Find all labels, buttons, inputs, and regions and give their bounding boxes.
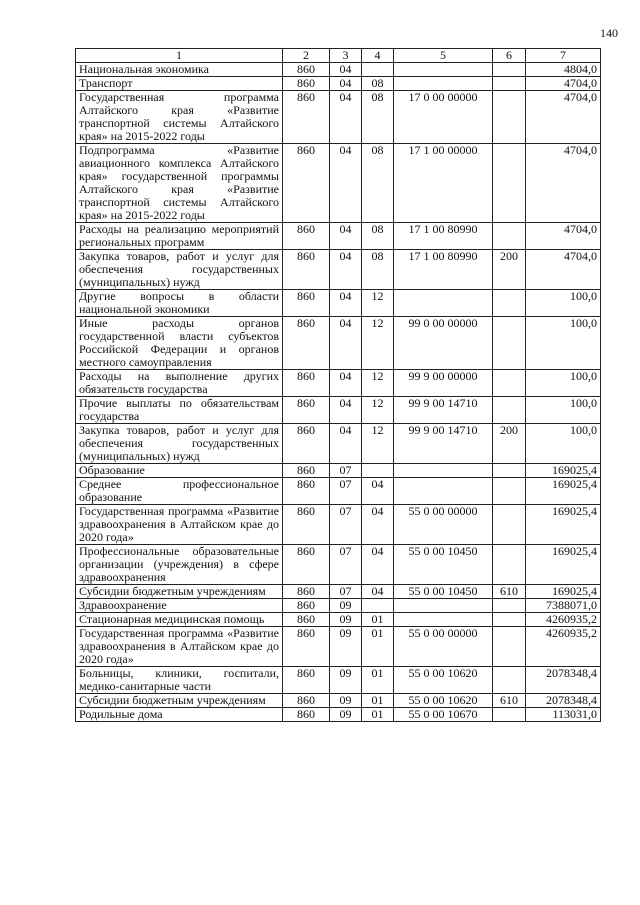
amount-cell: 4704,0 [526,250,601,290]
row-name-cell: Среднее профессиональное образование [76,478,283,505]
target-article-cell [394,63,493,77]
ministry-code-cell: 860 [283,250,330,290]
section-code-cell: 04 [330,223,362,250]
column-header: 4 [362,49,394,63]
expense-type-cell [493,397,526,424]
section-code-cell: 07 [330,545,362,585]
section-code-cell: 04 [330,317,362,370]
table-row [76,585,601,599]
ministry-code-cell: 860 [283,613,330,627]
column-header: 6 [493,49,526,63]
section-code-cell: 04 [330,370,362,397]
column-header: 1 [76,49,283,63]
row-name-cell: Профессиональные образовательные организации (учреждения) в сфере здравоохранения [76,545,283,585]
expense-type-cell [493,144,526,223]
ministry-code-cell: 860 [283,223,330,250]
target-article-cell [394,478,493,505]
subsection-code-cell: 12 [362,397,394,424]
target-article-cell: 55 0 00 10450 [394,585,493,599]
subsection-code-cell: 12 [362,424,394,464]
ministry-code-cell: 860 [283,77,330,91]
section-code-cell: 04 [330,144,362,223]
expense-type-cell [493,370,526,397]
row-name-cell: Закупка товаров, работ и услуг для обеспечения государственных (муниципальных) нужд [76,424,283,464]
target-article-cell: 99 9 00 00000 [394,370,493,397]
target-article-cell: 99 0 00 00000 [394,317,493,370]
subsection-code-cell: 08 [362,77,394,91]
section-code-cell: 04 [330,397,362,424]
target-article-cell: 99 9 00 14710 [394,424,493,464]
column-number-row [76,49,601,63]
section-code-cell: 09 [330,667,362,694]
ministry-code-cell: 860 [283,478,330,505]
row-name-cell: Транспорт [76,77,283,91]
section-code-cell: 07 [330,505,362,545]
table-row [76,397,601,424]
row-name-cell: Субсидии бюджетным учреждениям [76,694,283,708]
table-body [76,63,601,722]
section-code-cell: 04 [330,424,362,464]
amount-cell: 169025,4 [526,585,601,599]
expense-type-cell: 200 [493,250,526,290]
subsection-code-cell: 12 [362,317,394,370]
expense-type-cell [493,63,526,77]
ministry-code-cell: 860 [283,317,330,370]
amount-cell: 4704,0 [526,223,601,250]
target-article-cell [394,464,493,478]
subsection-code-cell: 08 [362,91,394,144]
subsection-code-cell [362,464,394,478]
ministry-code-cell: 860 [283,585,330,599]
row-name-cell: Государственная программа «Развитие здравоохранения в Алтайском крае до 2020 года» [76,627,283,667]
ministry-code-cell: 860 [283,505,330,545]
ministry-code-cell: 860 [283,370,330,397]
amount-cell: 4704,0 [526,144,601,223]
expense-type-cell [493,290,526,317]
table-row [76,708,601,722]
section-code-cell: 09 [330,627,362,667]
table-row [76,505,601,545]
ministry-code-cell: 860 [283,63,330,77]
amount-cell: 4804,0 [526,63,601,77]
amount-cell: 4260935,2 [526,613,601,627]
target-article-cell: 55 0 00 00000 [394,627,493,667]
column-header: 3 [330,49,362,63]
amount-cell: 4704,0 [526,77,601,91]
row-name-cell: Национальная экономика [76,63,283,77]
table-row [76,613,601,627]
subsection-code-cell: 04 [362,585,394,599]
subsection-code-cell: 12 [362,370,394,397]
amount-cell: 100,0 [526,397,601,424]
section-code-cell: 07 [330,464,362,478]
amount-cell: 169025,4 [526,478,601,505]
ministry-code-cell: 860 [283,424,330,464]
amount-cell: 100,0 [526,370,601,397]
ministry-code-cell: 860 [283,144,330,223]
target-article-cell [394,613,493,627]
column-header: 2 [283,49,330,63]
amount-cell: 4704,0 [526,91,601,144]
target-article-cell: 17 1 00 00000 [394,144,493,223]
row-name-cell: Больницы, клиники, госпитали, медико-санитарные части [76,667,283,694]
ministry-code-cell: 860 [283,599,330,613]
target-article-cell: 99 9 00 14710 [394,397,493,424]
expense-type-cell [493,317,526,370]
column-header: 7 [526,49,601,63]
table-row [76,290,601,317]
row-name-cell: Стационарная медицинская помощь [76,613,283,627]
expense-type-cell [493,627,526,667]
expense-type-cell [493,223,526,250]
section-code-cell: 09 [330,613,362,627]
section-code-cell: 04 [330,91,362,144]
amount-cell: 4260935,2 [526,627,601,667]
column-header: 5 [394,49,493,63]
section-code-cell: 09 [330,599,362,613]
target-article-cell [394,77,493,91]
table-row [76,91,601,144]
table-row [76,545,601,585]
row-name-cell: Государственная программа «Развитие здравоохранения в Алтайском крае до 2020 года» [76,505,283,545]
section-code-cell: 04 [330,63,362,77]
ministry-code-cell: 860 [283,667,330,694]
table-row [76,317,601,370]
amount-cell: 113031,0 [526,708,601,722]
subsection-code-cell: 01 [362,708,394,722]
expense-type-cell [493,599,526,613]
row-name-cell: Образование [76,464,283,478]
expense-type-cell [493,545,526,585]
subsection-code-cell: 01 [362,667,394,694]
ministry-code-cell: 860 [283,708,330,722]
expense-type-cell [493,77,526,91]
ministry-code-cell: 860 [283,91,330,144]
table-row [76,464,601,478]
table-row [76,77,601,91]
table-row [76,370,601,397]
table-row [76,478,601,505]
target-article-cell: 17 0 00 00000 [394,91,493,144]
ministry-code-cell: 860 [283,694,330,708]
target-article-cell: 55 0 00 00000 [394,505,493,545]
subsection-code-cell: 01 [362,627,394,667]
row-name-cell: Подпрограмма «Развитие авиационного комплекса Алтайского края» государственной программы Алтайского края «Развитие транспортной системы Алтайского края» на 2015-2022 годы [76,144,283,223]
amount-cell: 100,0 [526,317,601,370]
target-article-cell: 17 1 00 80990 [394,250,493,290]
amount-cell: 100,0 [526,290,601,317]
section-code-cell: 09 [330,694,362,708]
expense-type-cell: 610 [493,694,526,708]
section-code-cell: 04 [330,290,362,317]
subsection-code-cell: 08 [362,223,394,250]
ministry-code-cell: 860 [283,464,330,478]
target-article-cell [394,599,493,613]
ministry-code-cell: 860 [283,545,330,585]
ministry-code-cell: 860 [283,290,330,317]
amount-cell: 100,0 [526,424,601,464]
amount-cell: 169025,4 [526,464,601,478]
section-code-cell: 09 [330,708,362,722]
row-name-cell: Родильные дома [76,708,283,722]
expense-type-cell [493,667,526,694]
table-row [76,250,601,290]
row-name-cell: Иные расходы органов государственной власти субъектов Российской Федерации и органов местного самоуправления [76,317,283,370]
table-row [76,667,601,694]
table-row [76,424,601,464]
subsection-code-cell: 04 [362,505,394,545]
section-code-cell: 04 [330,77,362,91]
row-name-cell: Государственная программа Алтайского края «Развитие транспортной системы Алтайского края» на 2015-2022 годы [76,91,283,144]
subsection-code-cell: 04 [362,478,394,505]
expense-type-cell [493,478,526,505]
target-article-cell: 55 0 00 10450 [394,545,493,585]
expense-type-cell [493,91,526,144]
target-article-cell: 55 0 00 10620 [394,667,493,694]
subsection-code-cell: 04 [362,545,394,585]
table-row [76,223,601,250]
section-code-cell: 07 [330,478,362,505]
subsection-code-cell: 01 [362,694,394,708]
amount-cell: 2078348,4 [526,667,601,694]
ministry-code-cell: 860 [283,627,330,667]
row-name-cell: Субсидии бюджетным учреждениям [76,585,283,599]
row-name-cell: Закупка товаров, работ и услуг для обеспечения государственных (муниципальных) нужд [76,250,283,290]
expense-type-cell [493,464,526,478]
ministry-code-cell: 860 [283,397,330,424]
expense-type-cell [493,505,526,545]
amount-cell: 169025,4 [526,505,601,545]
subsection-code-cell: 08 [362,250,394,290]
row-name-cell: Прочие выплаты по обязательствам государства [76,397,283,424]
row-name-cell: Здравоохранение [76,599,283,613]
expense-type-cell [493,613,526,627]
target-article-cell: 55 0 00 10620 [394,694,493,708]
table-row [76,144,601,223]
table-row [76,599,601,613]
table-row [76,694,601,708]
amount-cell: 7388071,0 [526,599,601,613]
target-article-cell: 55 0 00 10670 [394,708,493,722]
amount-cell: 2078348,4 [526,694,601,708]
subsection-code-cell: 08 [362,144,394,223]
subsection-code-cell [362,599,394,613]
row-name-cell: Расходы на реализацию мероприятий региональных программ [76,223,283,250]
page-number: 140 [600,26,618,40]
section-code-cell: 07 [330,585,362,599]
table-row [76,63,601,77]
target-article-cell [394,290,493,317]
amount-cell: 169025,4 [526,545,601,585]
row-name-cell: Другие вопросы в области национальной экономики [76,290,283,317]
expense-type-cell: 610 [493,585,526,599]
subsection-code-cell: 12 [362,290,394,317]
table-row [76,627,601,667]
subsection-code-cell: 01 [362,613,394,627]
row-name-cell: Расходы на выполнение других обязательств государства [76,370,283,397]
target-article-cell: 17 1 00 80990 [394,223,493,250]
budget-table [75,48,601,722]
section-code-cell: 04 [330,250,362,290]
subsection-code-cell [362,63,394,77]
expense-type-cell [493,708,526,722]
expense-type-cell: 200 [493,424,526,464]
